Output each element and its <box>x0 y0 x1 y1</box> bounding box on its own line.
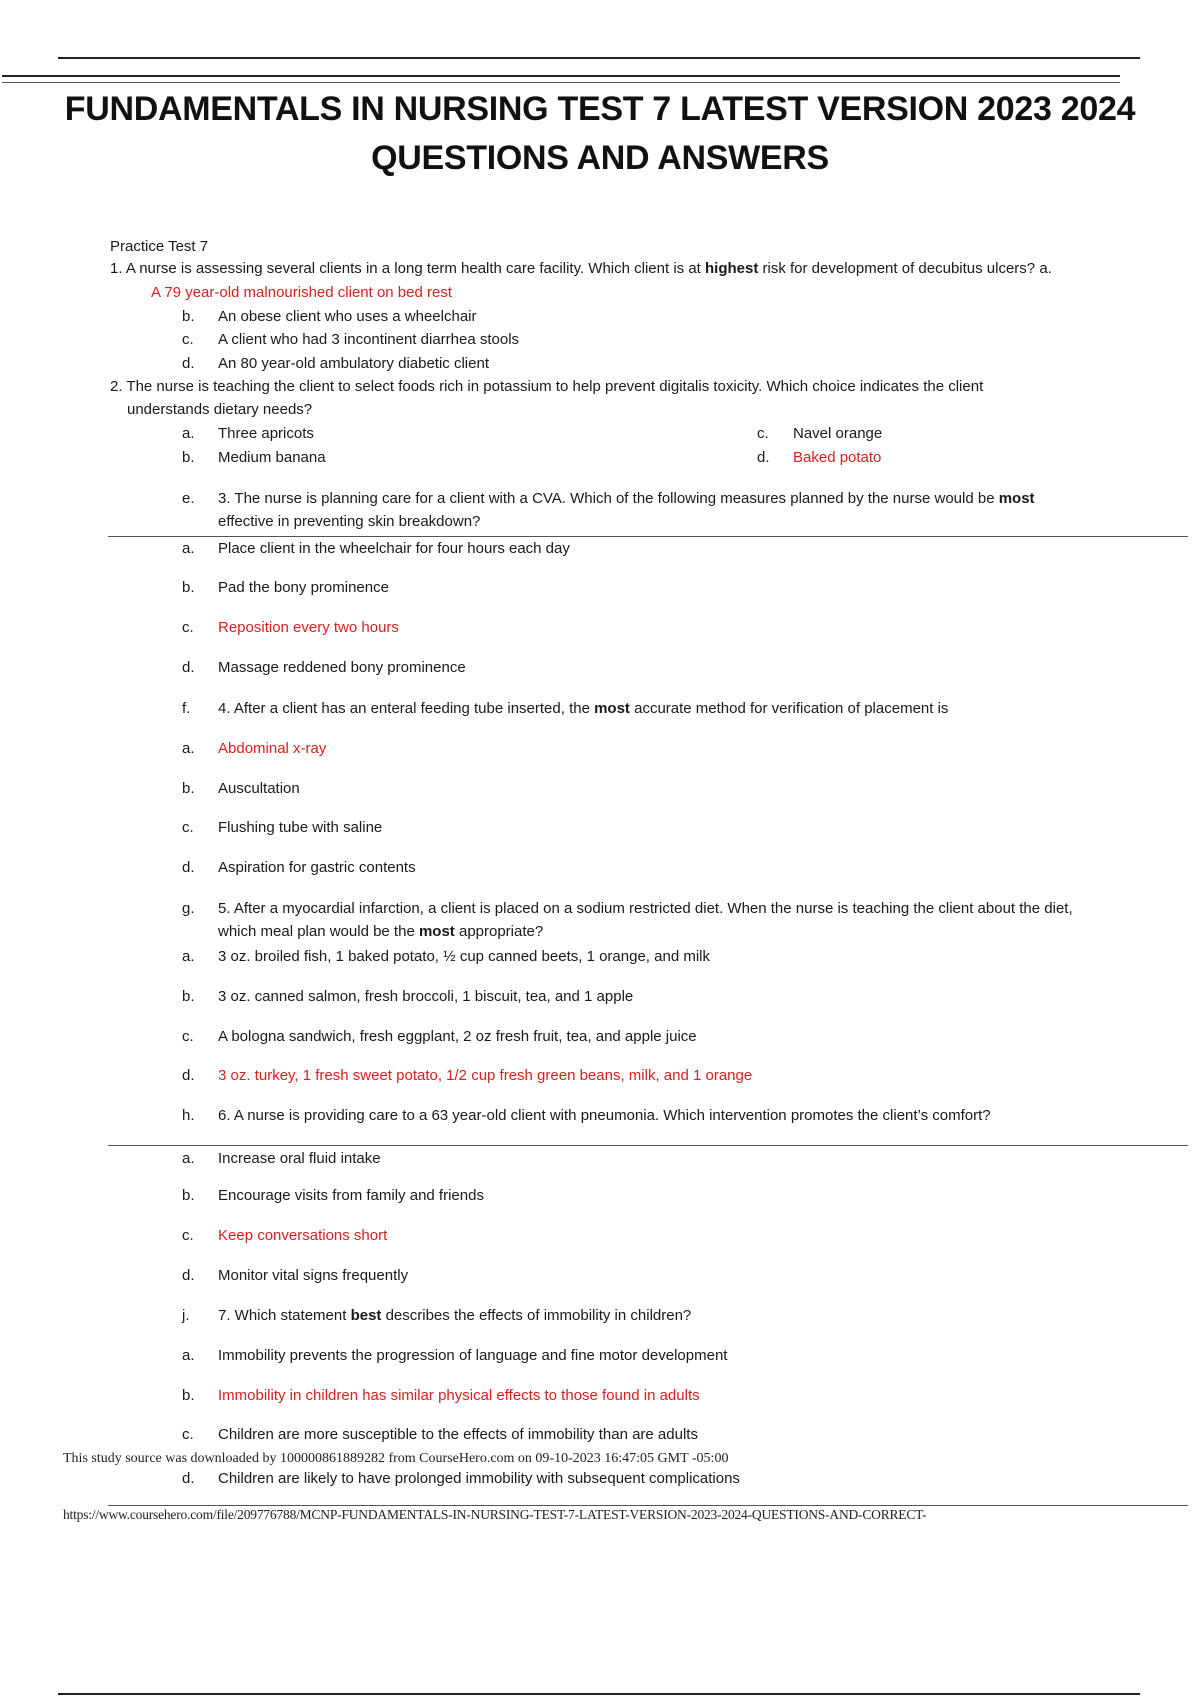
q5-option-b: 3 oz. canned salmon, fresh broccoli, 1 biscuit, tea, and 1 apple <box>218 988 634 1005</box>
top-rule-1 <box>58 57 1140 59</box>
q3-option-d: Massage reddened bony prominence <box>218 659 466 676</box>
q5-option-a: 3 oz. broiled fish, 1 baked potato, ½ cup canned beets, 1 orange, and milk <box>218 948 710 965</box>
question-6: 6. A nurse is providing care to a 63 year-old client with pneumonia. Which intervention promotes the client’s comfort? <box>218 1107 991 1124</box>
q2-option-d-label: d. <box>757 449 770 466</box>
practice-label: Practice Test 7 <box>110 238 209 255</box>
q7-option-a-label: a. <box>182 1347 195 1364</box>
q6-option-b-label: b. <box>182 1187 195 1204</box>
q3-option-c-label: c. <box>182 619 194 636</box>
q7-option-d-label: d. <box>182 1470 195 1487</box>
q4-marker: f. <box>182 700 191 717</box>
q6-divider <box>108 1145 1188 1146</box>
q4-option-a-label: a. <box>182 740 195 757</box>
question-1: 1. A nurse is assessing several clients in a long term health care facility. Which client is at highest risk for development of decubitus ulcers? a. <box>110 260 1052 277</box>
q5-marker: g. <box>182 900 195 917</box>
q4-option-a: Abdominal x-ray <box>218 740 327 757</box>
q7-option-c: Children are more susceptible to the effects of immobility than are adults <box>218 1426 698 1443</box>
q5-option-d: 3 oz. turkey, 1 fresh sweet potato, 1/2 cup fresh green beans, milk, and 1 orange <box>218 1067 753 1084</box>
q4-option-c-label: c. <box>182 819 194 836</box>
question-7: 7. Which statement best describes the effects of immobility in children? <box>218 1307 692 1324</box>
q3-option-a: Place client in the wheelchair for four hours each day <box>218 540 570 557</box>
q6-option-b: Encourage visits from family and friends <box>218 1187 484 1204</box>
top-rule-2 <box>2 75 1120 77</box>
q6-marker: h. <box>182 1107 195 1124</box>
top-rule-3 <box>2 82 1120 83</box>
q4-option-b-label: b. <box>182 780 195 797</box>
question-2-line-1: 2. The nurse is teaching the client to select foods rich in potassium to help prevent digitalis toxicity. Which choice indicates the client <box>110 378 984 395</box>
question-4: 4. After a client has an enteral feeding tube inserted, the most accurate method for verification of placement is <box>218 700 949 717</box>
q6-option-d-label: d. <box>182 1267 195 1284</box>
q1-option-d-label: d. <box>182 355 195 372</box>
q1-option-b-label: b. <box>182 308 195 325</box>
source-watermark-note: This study source was downloaded by 100000861889282 from CourseHero.com on 09-10-2023 16:47:05 GMT -05:00 <box>63 1451 729 1466</box>
q2-option-b-label: b. <box>182 449 195 466</box>
question-3-line-1: 3. The nurse is planning care for a client with a CVA. Which of the following measures planned by the nurse would be most <box>218 490 1035 507</box>
q1-option-c-label: c. <box>182 331 194 348</box>
q3-option-a-label: a. <box>182 540 195 557</box>
q6-option-c-label: c. <box>182 1227 194 1244</box>
q3-divider <box>108 536 1188 537</box>
q7-option-b-label: b. <box>182 1387 195 1404</box>
document-title-line-2: QUESTIONS AND ANSWERS <box>371 139 829 177</box>
q2-option-b: Medium banana <box>218 449 326 466</box>
document-title-line-1: FUNDAMENTALS IN NURSING TEST 7 LATEST VERSION 2023 2024 <box>64 90 1136 128</box>
q4-option-d-label: d. <box>182 859 195 876</box>
q3-marker: e. <box>182 490 195 507</box>
q5-option-a-label: a. <box>182 948 195 965</box>
q2-option-a-label: a. <box>182 425 195 442</box>
q3-option-d-label: d. <box>182 659 195 676</box>
question-2-line-2: understands dietary needs? <box>127 401 313 418</box>
q6-option-d: Monitor vital signs frequently <box>218 1267 409 1284</box>
q6-option-c: Keep conversations short <box>218 1227 388 1244</box>
q4-option-d: Aspiration for gastric contents <box>218 859 416 876</box>
q5-option-d-label: d. <box>182 1067 195 1084</box>
q2-option-d: Baked potato <box>793 449 882 466</box>
q2-option-c-label: c. <box>757 425 769 442</box>
bottom-rule <box>58 1693 1140 1695</box>
q1-option-b: An obese client who uses a wheelchair <box>218 308 477 325</box>
q1-answer: A 79 year-old malnourished client on bed rest <box>151 284 453 301</box>
q7-marker: j. <box>182 1307 190 1324</box>
q7-option-d: Children are likely to have prolonged immobility with subsequent complications <box>218 1470 740 1487</box>
q3-option-b: Pad the bony prominence <box>218 579 389 596</box>
question-5-line-1: 5. After a myocardial infarction, a client is placed on a sodium restricted diet. When the nurse is teaching the client about the diet, <box>218 900 1073 917</box>
source-url-link[interactable]: https://www.coursehero.com/file/209776788/MCNP-FUNDAMENTALS-IN-NURSING-TEST-7-LATEST-VERSION-2023-2024-QUESTIONS-AND-CORRECT- <box>63 1507 927 1522</box>
q1-option-c: A client who had 3 incontinent diarrhea stools <box>218 331 520 348</box>
q1-option-d: An 80 year-old ambulatory diabetic client <box>218 355 489 372</box>
q3-option-c: Reposition every two hours <box>218 619 399 636</box>
q6-option-a: Increase oral fluid intake <box>218 1150 381 1167</box>
q5-option-b-label: b. <box>182 988 195 1005</box>
q4-option-c: Flushing tube with saline <box>218 819 383 836</box>
question-3-line-2: effective in preventing skin breakdown? <box>218 513 481 530</box>
q3-option-b-label: b. <box>182 579 195 596</box>
q5-option-c-label: c. <box>182 1028 194 1045</box>
question-5-line-2: which meal plan would be the most appropriate? <box>218 923 544 940</box>
q7-option-c-label: c. <box>182 1426 194 1443</box>
q6-option-a-label: a. <box>182 1150 195 1167</box>
q7-option-a: Immobility prevents the progression of language and fine motor development <box>218 1347 728 1364</box>
q2-option-a: Three apricots <box>218 425 314 442</box>
q2-option-c: Navel orange <box>793 425 883 442</box>
q7-option-b: Immobility in children has similar physical effects to those found in adults <box>218 1387 700 1404</box>
q5-option-c: A bologna sandwich, fresh eggplant, 2 oz fresh fruit, tea, and apple juice <box>218 1028 697 1045</box>
q4-option-b: Auscultation <box>218 780 300 797</box>
